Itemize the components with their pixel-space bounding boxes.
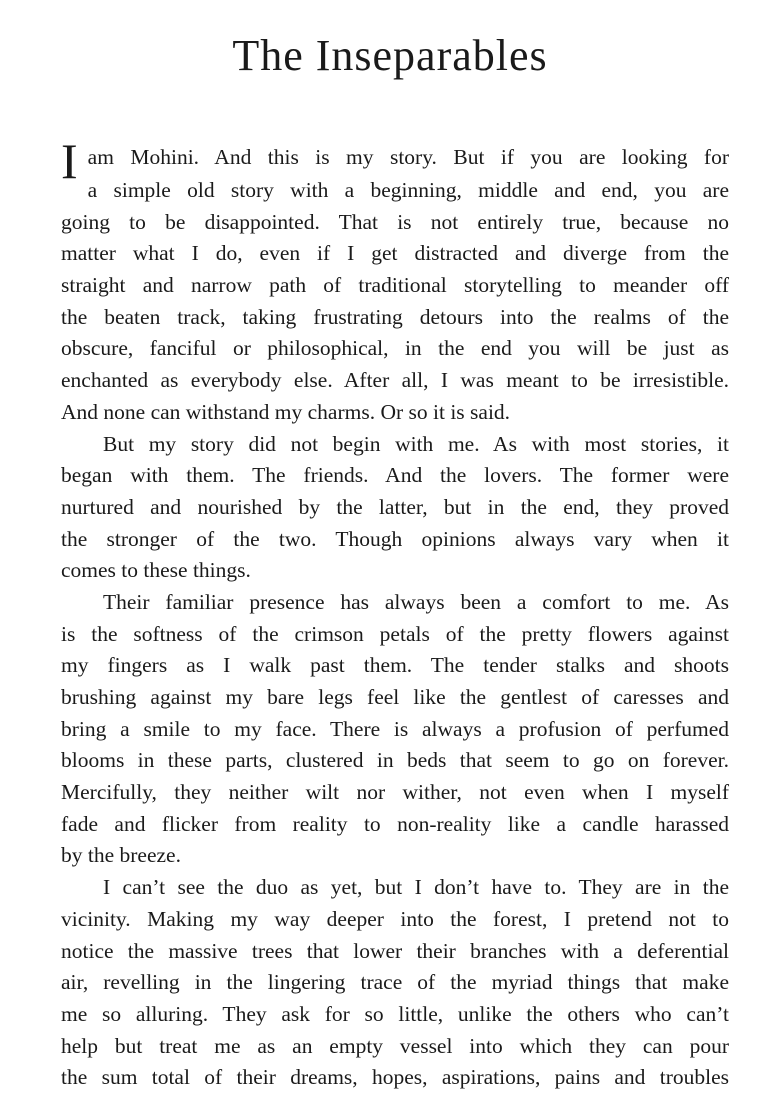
text-line: going to be disappointed. That is not entirely true, because no xyxy=(61,209,729,234)
text-line: comes to these things. xyxy=(61,558,251,583)
paragraph-4 xyxy=(61,872,729,1094)
text-line: obscure, fanciful or philosophical, in the end you will be just as xyxy=(61,336,729,361)
chapter-title: The Inseparables xyxy=(232,31,548,80)
text-line: a simple old story with a beginning, middle and end, you are xyxy=(87,178,729,202)
text-line: began with them. The friends. And the lovers. The former were xyxy=(61,463,729,488)
text-line: my fingers as I walk past them. The tender stalks and shoots xyxy=(61,653,729,678)
text-line: notice the massive trees that lower their branches with a deferential xyxy=(61,938,729,963)
text-line: I can’t see the duo as yet, but I don’t have to. They are in the xyxy=(103,875,729,900)
text-line: air, revelling in the lingering trace of the myriad things that make xyxy=(61,970,729,995)
text-line: But my story did not begin with me. As with most stories, it xyxy=(103,431,729,456)
text-line: vicinity. Making my way deeper into the forest, I pretend not to xyxy=(61,906,729,931)
text-line: is the softness of the crimson petals of the pretty flowers against xyxy=(61,621,729,646)
paragraph-1 xyxy=(61,133,729,429)
text-line: And none can withstand my charms. Or so it is said. xyxy=(61,399,511,424)
text-line: enchanted as everybody else. After all, I was meant to be irresistible. xyxy=(61,368,729,393)
text-line: straight and narrow path of traditional storytelling to meander off xyxy=(61,273,729,298)
chapter-body xyxy=(61,133,729,1094)
text-line: brushing against my bare legs feel like the gentlest of caresses and xyxy=(61,685,729,709)
text-line: the beaten track, taking frustrating detours into the realms of the xyxy=(61,304,729,329)
text-line: bring a smile to my face. There is always a profusion of perfumed xyxy=(61,716,729,741)
text-line: nurtured and nourished by the latter, but in the end, they proved xyxy=(61,494,729,519)
text-line: fade and flicker from reality to non-reality like a candle harassed xyxy=(61,811,729,836)
text-line: the stronger of the two. Though opinions always vary when it xyxy=(61,526,729,551)
text-line: Their familiar presence has always been a comfort to me. As xyxy=(103,589,729,614)
text-line: blooms in these parts, clustered in beds that seem to go on forever. xyxy=(61,748,729,773)
paragraph-2 xyxy=(61,429,729,587)
text-line: me so alluring. They ask for so little, unlike the others who can’t xyxy=(61,1001,729,1026)
text-line: help but treat me as an empty vessel into which they can pour xyxy=(61,1033,729,1058)
text-line: I am Mohini. And this is my story. But if you are looking for xyxy=(61,133,729,189)
text-line: Mercifully, they neither wilt nor wither, not even when I myself xyxy=(61,780,729,805)
drop-cap: I xyxy=(61,133,78,189)
text-line: the sum total of their dreams, hopes, aspirations, pains and troubles xyxy=(61,1065,729,1090)
text-line: matter what I do, even if I get distracted and diverge from the xyxy=(61,241,729,266)
text-line: by the breeze. xyxy=(61,843,181,868)
paragraph-3 xyxy=(61,587,729,872)
